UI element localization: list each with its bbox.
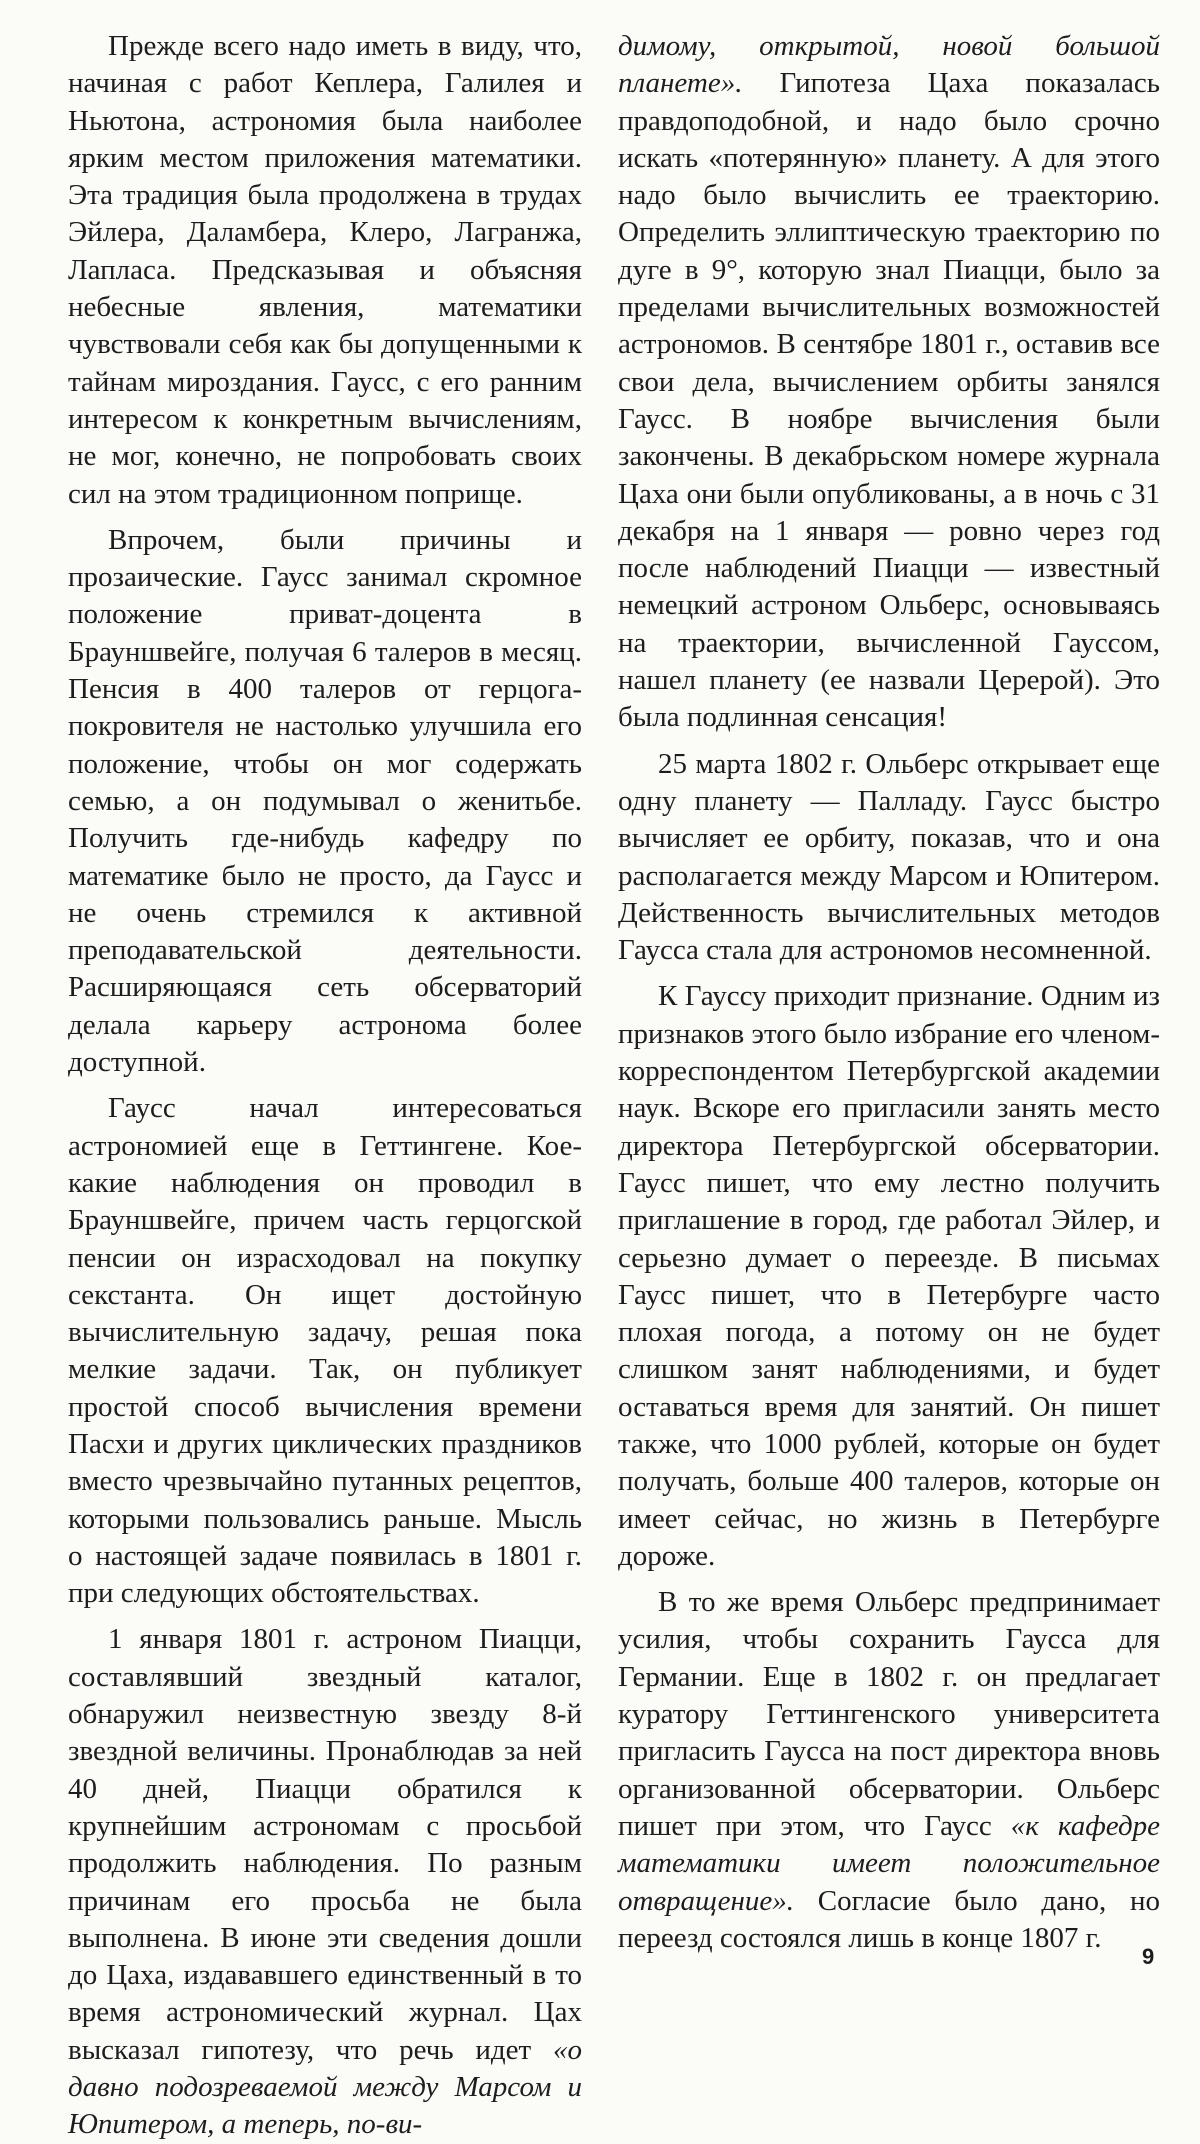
italic-quote: димому, открытой, новой большой планете».: [618, 30, 1160, 100]
italic-quote: «о давно подозреваемой между Марсом и Юпитером, а теперь, по-ви-: [68, 2033, 582, 2141]
paragraph: [618, 1584, 1160, 1957]
paragraph: Прежде всего надо иметь в виду, что, начиная с работ Кеплера, Галилея и Ньютона, астрономия была наиболее ярким местом приложения математики. Эта традиция была продолжена в трудах Эйлера, Даламбера, Клеро, Лагранжа, Лапласа. Предсказывая и объясняя небесные явления, математики чувствовали себя как бы допущенными к тайнам мироздания. Гаусс, с его ранним интересом к конкретным вычислениям, не мог, конечно, не попробовать своих сил на этом традиционном поприще.: [68, 30, 582, 510]
left-column: [68, 28, 582, 2144]
paragraph-text: 1 января 1801 г. астроном Пиацци, составлявший звездный каталог, обнаружил неизвестную звезду 8-й звездной величины. Пронаблюдав за ней 40 дней, Пиацци обратился к крупнейшим астрономам с просьбой продолжить наблюдения. По разным причинам его просьба не была выполнена. В июне эти сведения дошли до Цаха, издававшего единственный в то время астрономический журнал. Цах высказал гипотезу, что речь идет: [68, 1623, 582, 2066]
paragraph: 25 марта 1802 г. Ольберс открывает еще одну планету — Палладу. Гаусс быстро вычисляет ее орбиту, показав, что и она располагается между Марсом и Юпитером. Действенность вычислительных методов Гаусса стала для астрономов несомненной.: [618, 747, 1160, 967]
paragraph: [618, 28, 1160, 737]
paragraph-text: В то же время Ольберс предпринимает усилия, чтобы сохранить Гаусса для Германии. Еще в 1802 г. он предлагает куратору Геттингенского университета пригласить Гаусса на пост директора вновь организованной обсерватории. Ольберс пишет при этом, что Гаусс: [618, 1586, 1160, 1842]
paragraph: К Гауссу приходит признание. Одним из признаков этого было избрание его членом-корреспондентом Петербургской академии наук. Вскоре его пригласили занять место директора Петербургской обсерватории. Гаусс пишет, что ему лестно получить приглашение в город, где работал Эйлер, и серьезно думает о переезде. В письмах Гаусс пишет, что в Петербурге часто плохая погода, а потому он не будет слишком занят наблюдениями, и будет оставаться время для занятий. Он пишет также, что 1000 рублей, которые он будет получать, больше 400 талеров, которые он имеет сейчас, но жизнь в Петербурге дороже.: [618, 980, 1160, 1572]
paragraph-text: Гипотеза Цаха показалась правдоподобной, и надо было срочно искать «потерянную» планету. А для этого надо было вычислить ее траекторию. Определить эллиптическую траекторию по дуге в 9°, которую знал Пиацци, было за пределами вычислительных возможностей астрономов. В сентябре 1801 г., оставив все свои дела, вычислением орбиты занялся Гаусс. В ноябре вычисления были закончены. В декабрьском номере журнала Цаха они были опубликованы, а в ночь с 31 декабря на 1 января — ровно через год после наблюдений Пиацци — известный немецкий астроном Ольберс, основываясь на траектории, вычисленной Гауссом, нашел планету (ее назвали Церерой). Это была подлинная сенсация!: [618, 67, 1160, 734]
paragraph: Впрочем, были причины и прозаические. Гаусс занимал скромное положение приват-доцента в Брауншвейге, получая 6 талеров в месяц. Пенсия в 400 талеров от герцога-покровителя не настолько улучшила его положение, чтобы он мог содержать семью, а он подумывал о женитьбе. Получить где-нибудь кафедру по математике было не просто, да Гаусс и не очень стремился к активной преподавательской деятельности. Расширяющаяся сеть обсерваторий делала карьеру астронома более доступной.: [68, 523, 582, 1079]
italic-quote: «к кафедре математики имеет положительное отвращение».: [618, 1809, 1160, 1917]
paragraph: Гаусс начал интересоваться астрономией еще в Геттингене. Кое-какие наблюдения он проводил в Брауншвейге, причем часть герцогской пенсии он израсходовал на покупку секстанта. Он ищет достойную вычислительную задачу, решая пока мелкие задачи. Так, он публикует простой способ вычисления времени Пасхи и других циклических праздников вместо чрезвычайно путанных рецептов, которыми пользовались раньше. Мысль о настоящей задаче появилась в 1801 г. при следующих обстоятельствах.: [68, 1092, 582, 1610]
paragraph-text: Согласие было дано, но переезд состоялся лишь в конце 1807 г.: [618, 1884, 1161, 1954]
right-column: [618, 28, 1160, 1957]
page-number: 9: [1142, 1944, 1155, 1969]
paragraph: [68, 1621, 582, 2143]
